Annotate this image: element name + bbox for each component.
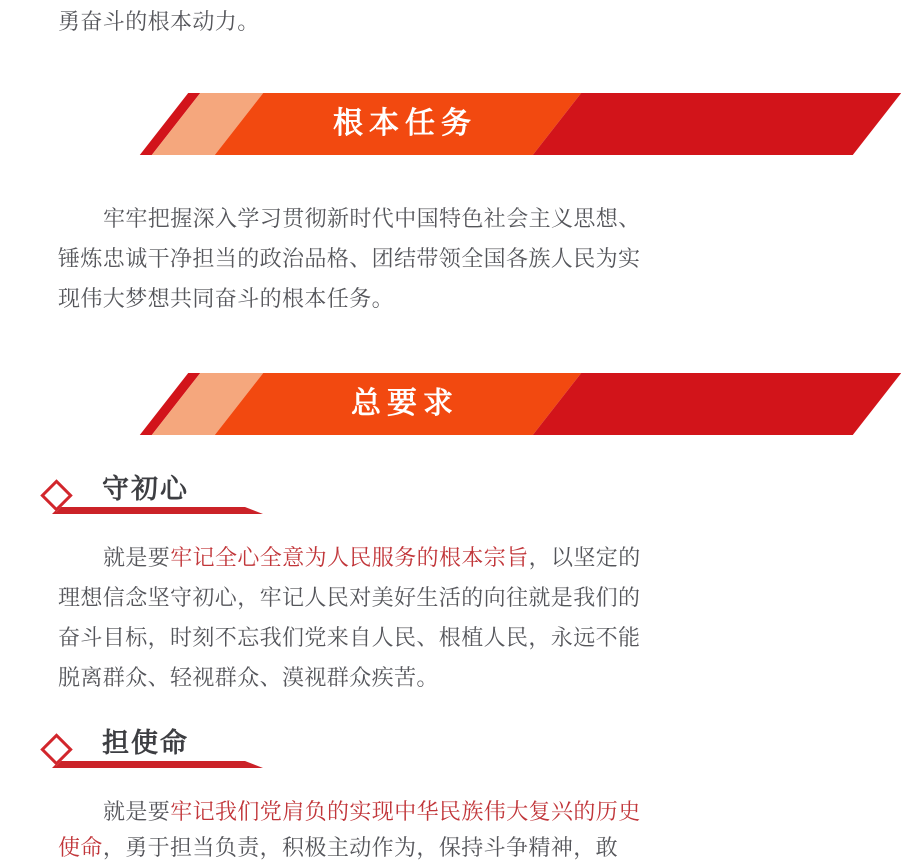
subsection-header-shou-chu-xin	[0, 470, 699, 520]
body-text: ，以坚定的	[528, 545, 641, 570]
paragraph-fundamental-task	[58, 199, 658, 319]
body-text: 现伟大梦想共同奋斗的根本任务。	[58, 286, 395, 311]
subsection-title: 守初心	[102, 474, 189, 504]
diamond-icon	[40, 479, 73, 512]
paragraph-shou-chu-xin	[58, 538, 658, 698]
body-text: 脱离群众、轻视群众、漠视群众疾苦。	[58, 665, 439, 690]
body-text: ，勇于担当负责，积极主动作为，保持斗争精神，敢	[102, 835, 619, 860]
text-line	[58, 578, 658, 618]
body-text: 奋斗目标，时刻不忘我们党来自人民、根植人民，永远不能	[58, 625, 641, 650]
highlighted-text: 牢记我们党肩负的实现中华民族伟大复兴的历史	[170, 799, 641, 824]
subsection-title: 担使命	[102, 728, 189, 758]
text-line	[58, 239, 658, 279]
text-line	[58, 199, 658, 239]
body-text: 牢牢把握深入学习贯彻新时代中国特色社会主义思想、	[103, 206, 641, 231]
section-banner-fundamental-task	[0, 93, 699, 155]
subsection-header-dan-shi-ming	[0, 724, 699, 774]
intro-text: 勇奋斗的根本动力。	[58, 9, 260, 34]
highlighted-text: 牢记全心全意为人民服务的根本宗旨	[170, 545, 529, 570]
text-line	[58, 618, 658, 658]
red-underline	[52, 507, 263, 514]
text-line	[58, 794, 658, 830]
banner-title-fundamental-task: 根本任务	[333, 107, 477, 140]
body-text: 理想信念坚守初心，牢记人民对美好生活的向往就是我们的	[58, 585, 641, 610]
text-line	[58, 279, 658, 319]
highlighted-text: 使命	[58, 835, 103, 860]
banner-title-general-requirements: 总要求	[351, 387, 459, 420]
section-banner-general-requirements	[0, 373, 699, 435]
body-text: 锤炼忠诚干净担当的政治品格、团结带领全国各族人民为实	[58, 246, 641, 271]
text-line	[58, 830, 658, 866]
red-underline	[52, 761, 263, 768]
body-text: 就是要	[103, 799, 171, 824]
banner-tail-ribbon	[533, 93, 901, 155]
paragraph-dan-shi-ming	[58, 794, 658, 866]
body-text: 就是要	[103, 545, 171, 570]
diamond-icon	[40, 733, 73, 766]
banner-tail-ribbon	[533, 373, 901, 435]
text-line	[58, 658, 658, 698]
text-line	[58, 538, 658, 578]
